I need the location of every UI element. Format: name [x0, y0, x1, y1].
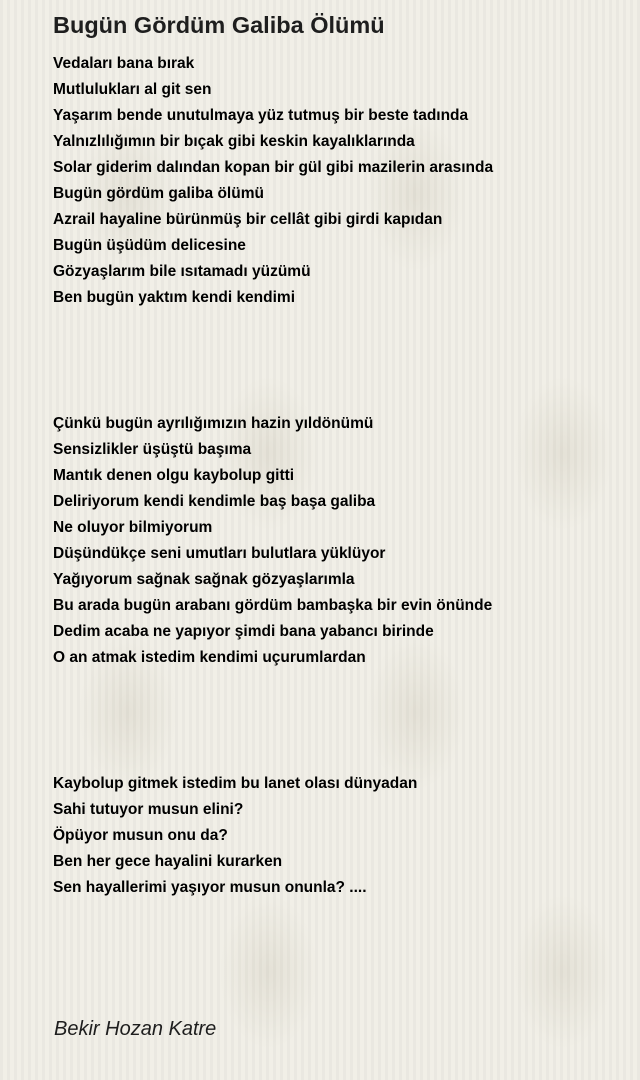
poem-line: Ben bugün yaktım kendi kendimi [53, 289, 296, 306]
poem-line: Çünkü bugün ayrılığımızın hazin yıldönümü [53, 415, 374, 432]
poem-line: Azrail hayaline bürünmüş bir cellât gibi girdi kapıdan [53, 211, 443, 228]
poem-line: Mantık denen olgu kaybolup gitti [53, 467, 295, 484]
poem-line: Sahi tutuyor musun elini? [53, 801, 244, 818]
poem-line: Ben her gece hayalini kurarken [53, 853, 283, 870]
poem-line: Bugün üşüdüm delicesine [53, 237, 246, 254]
poem-line: Yaşarım bende unutulmaya yüz tutmuş bir beste tadında [53, 107, 469, 124]
poem-author: Bekir Hozan Katre [54, 1018, 217, 1040]
poem-line: Bugün gördüm galiba ölümü [53, 185, 264, 202]
poem-line: Öpüyor musun onu da? [53, 827, 228, 844]
poem-line: Deliriyorum kendi kendimle baş başa galiba [53, 493, 376, 510]
stanza-1 [53, 51, 493, 311]
poem-line: Kaybolup gitmek istedim bu lanet olası dünyadan [53, 775, 418, 792]
poem-line: Gözyaşlarım bile ısıtamadı yüzümü [53, 263, 311, 280]
poem-line: O an atmak istedim kendimi uçurumlardan [53, 649, 366, 666]
poem-line: Ne oluyor bilmiyorum [53, 519, 213, 536]
poem-line: Sen hayallerimi yaşıyor musun onunla? .... [53, 879, 367, 896]
poem-line: Yalnızlılığımın bir bıçak gibi keskin kayalıklarında [53, 133, 415, 150]
poem-line: Sensizlikler üşüştü başıma [53, 441, 252, 458]
poem-title: Bugün Gördüm Galiba Ölümü [53, 12, 385, 38]
poem-line: Düşündükçe seni umutları bulutlara yüklüyor [53, 545, 386, 562]
poem-line: Mutlulukları al git sen [53, 81, 212, 98]
poem-line: Solar giderim dalından kopan bir gül gibi mazilerin arasında [53, 159, 494, 176]
poem-line: Yağıyorum sağnak sağnak gözyaşlarımla [53, 571, 355, 588]
poem-line: Vedaları bana bırak [53, 55, 195, 72]
poem-line: Dedim acaba ne yapıyor şimdi bana yabancı birinde [53, 623, 434, 640]
stanza-3 [53, 771, 417, 901]
poem-line: Bu arada bugün arabanı gördüm bambaşka bir evin önünde [53, 597, 493, 614]
stanza-2 [53, 411, 492, 671]
